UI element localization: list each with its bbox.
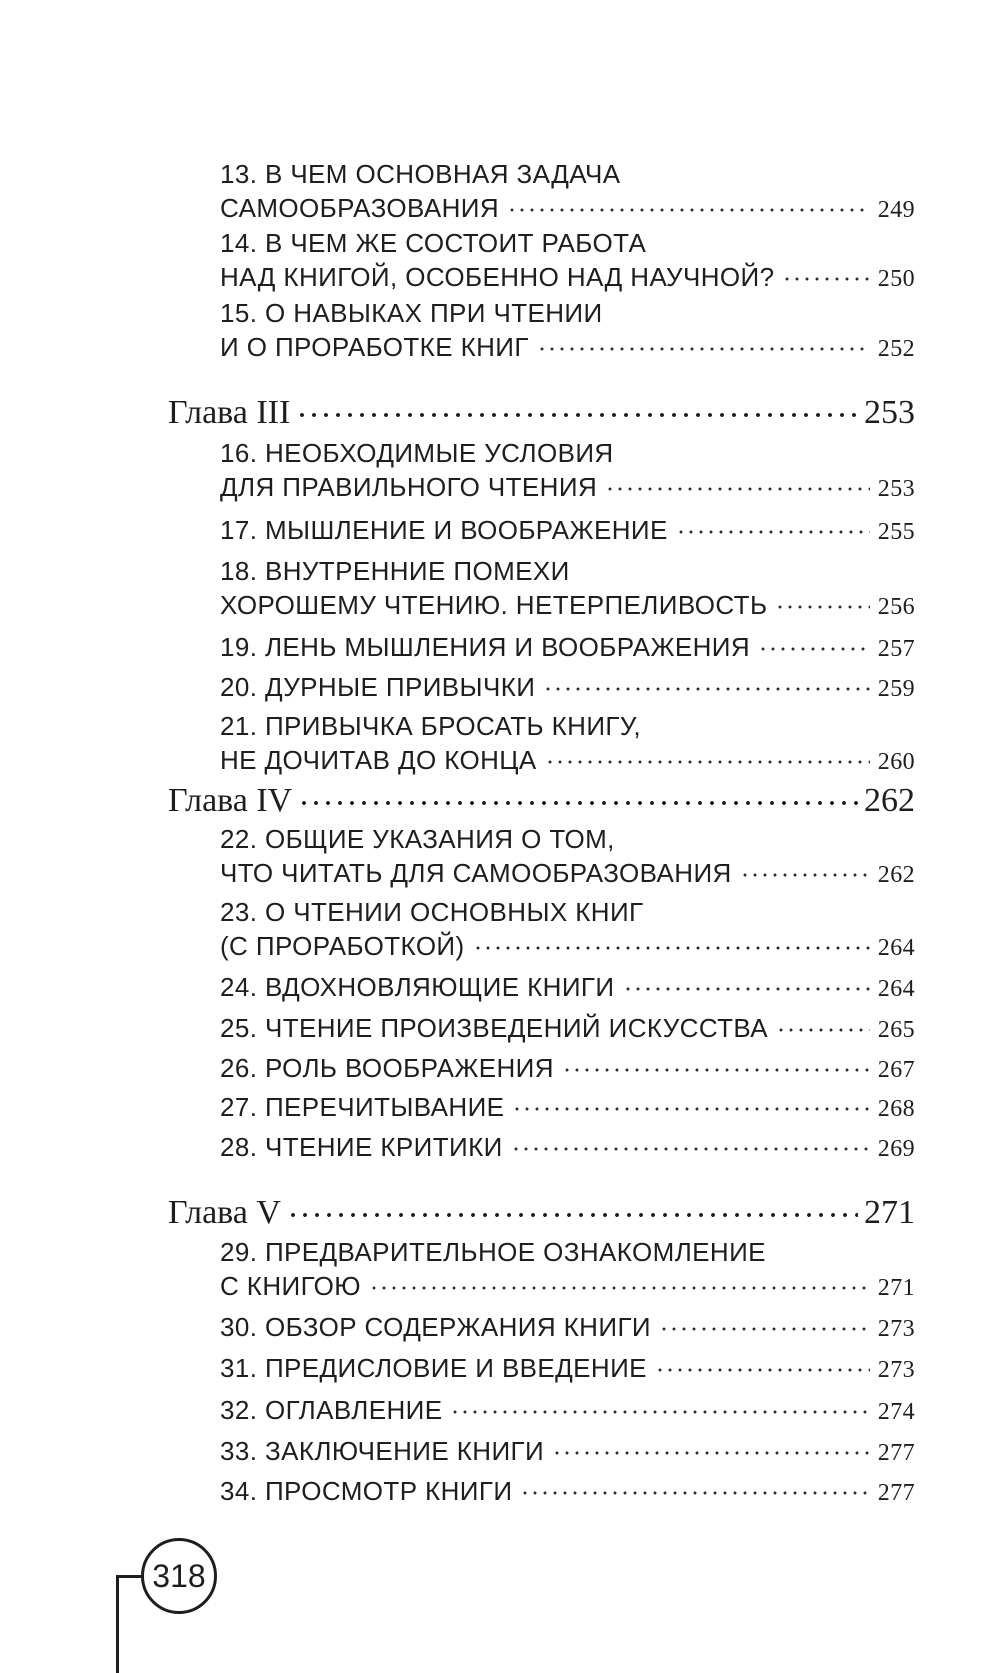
- toc-entry-title: 17. МЫШЛЕНИЕ И ВООБРАЖЕНИЕ: [220, 515, 668, 545]
- toc-entry-title-line2: (С ПРОРАБОТКОЙ): [220, 931, 465, 961]
- toc-entry-29[interactable]: [220, 1235, 915, 1305]
- toc-entry-title: 34. ПРОСМОТР КНИГИ: [220, 1476, 513, 1506]
- toc-entry-title: 19. ЛЕНЬ МЫШЛЕНИЯ И ВООБРАЖЕНИЯ: [220, 632, 751, 662]
- toc-entry-19[interactable]: [220, 630, 915, 666]
- dot-leader: [758, 630, 870, 656]
- folio-rule-vertical: [116, 1575, 119, 1673]
- toc-entry-page: 255: [877, 519, 915, 545]
- toc-entry-page: 259: [877, 676, 915, 702]
- dot-leader: [776, 1011, 870, 1037]
- dot-leader: [287, 1189, 858, 1223]
- toc-entry-page: 277: [877, 1480, 915, 1506]
- toc-entry-title-line1: 21. ПРИВЫЧКА БРОСАТЬ КНИГУ,: [220, 711, 641, 741]
- dot-leader: [298, 777, 858, 811]
- toc-entry-title: 30. ОБЗОР СОДЕРЖАНИЯ КНИГИ: [220, 1312, 652, 1342]
- dot-leader: [520, 1474, 869, 1500]
- toc-entry-title-line1: 16. НЕОБХОДИМЫЕ УСЛОВИЯ: [220, 438, 614, 468]
- toc-entry-22[interactable]: [220, 822, 915, 892]
- toc-entry-28[interactable]: [220, 1130, 915, 1166]
- toc-entry-23[interactable]: [220, 895, 915, 965]
- toc-entry-title: 32. ОГЛАВЛЕНИЕ: [220, 1395, 443, 1425]
- dot-leader: [605, 470, 870, 496]
- toc-entry-title-line2: НАД КНИГОЙ, ОСОБЕННО НАД НАУЧНОЙ?: [220, 262, 775, 292]
- dot-leader: [296, 389, 858, 423]
- page-number-badge: [141, 1538, 217, 1614]
- toc-entry-26[interactable]: [220, 1051, 915, 1087]
- toc-entry-title: 31. ПРЕДИСЛОВИЕ И ВВЕДЕНИЕ: [220, 1353, 647, 1383]
- dot-leader: [507, 191, 870, 217]
- dot-leader: [659, 1310, 870, 1336]
- chapter-page: 253: [864, 394, 915, 431]
- toc-entry-17[interactable]: [220, 513, 915, 549]
- dot-leader: [676, 513, 870, 539]
- dot-leader: [537, 330, 870, 356]
- toc-entry-title-line1: 22. ОБЩИЕ УКАЗАНИЯ О ТОМ,: [220, 824, 615, 854]
- dot-leader: [369, 1269, 870, 1295]
- dot-leader: [655, 1351, 870, 1377]
- toc-entry-20[interactable]: [220, 670, 915, 706]
- dot-leader: [782, 260, 869, 286]
- chapter-heading-5[interactable]: [168, 1189, 915, 1233]
- dot-leader: [775, 588, 869, 614]
- toc-entry-title-line2: ЧТО ЧИТАТЬ ДЛЯ САМООБРАЗОВАНИЯ: [220, 858, 732, 888]
- toc-entry-page: 250: [877, 266, 915, 292]
- toc-entry-25[interactable]: [220, 1011, 915, 1047]
- toc-entry-27[interactable]: [220, 1090, 915, 1126]
- toc-entry-page: 256: [877, 594, 915, 620]
- toc-entry-page: 265: [877, 1017, 915, 1043]
- toc-entry-page: 273: [877, 1316, 915, 1342]
- toc-entry-15[interactable]: [220, 296, 915, 366]
- chapter-heading-4[interactable]: [168, 777, 915, 821]
- toc-entry-title: 20. ДУРНЫЕ ПРИВЫЧКИ: [220, 672, 536, 702]
- toc-entry-title-line1: 18. ВНУТРЕННИЕ ПОМЕХИ: [220, 556, 570, 586]
- dot-leader: [552, 1434, 870, 1460]
- toc-entry-33[interactable]: [220, 1434, 915, 1470]
- toc-entry-title-line2: С КНИГОЮ: [220, 1271, 361, 1301]
- folio-rule-horizontal: [116, 1575, 142, 1578]
- toc-entry-page: 269: [877, 1136, 915, 1162]
- dot-leader: [562, 1051, 870, 1077]
- dot-leader: [623, 970, 870, 996]
- toc-entry-title: 25. ЧТЕНИЕ ПРОИЗВЕДЕНИЙ ИСКУССТВА: [220, 1013, 769, 1043]
- toc-entry-title-line1: 13. В ЧЕМ ОСНОВНАЯ ЗАДАЧА: [220, 159, 621, 189]
- chapter-title: Глава III: [168, 394, 291, 431]
- toc-entry-title-line1: 15. О НАВЫКАХ ПРИ ЧТЕНИИ: [220, 298, 603, 328]
- toc-entry-title-line2: САМООБРАЗОВАНИЯ: [220, 193, 500, 223]
- chapter-heading-3[interactable]: [168, 389, 915, 433]
- toc-entry-page: 267: [877, 1057, 915, 1083]
- toc-entry-page: 262: [877, 862, 915, 888]
- toc-entry-title-line2: И О ПРОРАБОТКЕ КНИГ: [220, 332, 529, 362]
- chapter-page: 271: [864, 1194, 915, 1231]
- toc-entry-page: 253: [877, 476, 915, 502]
- toc-entry-13[interactable]: [220, 157, 915, 227]
- toc-entry-34[interactable]: [220, 1474, 915, 1510]
- toc-entry-page: 268: [877, 1096, 915, 1122]
- toc-entry-page: 249: [877, 197, 915, 223]
- toc-entry-18[interactable]: [220, 554, 915, 624]
- toc-entry-page: 271: [877, 1275, 915, 1301]
- toc-entry-page: 264: [877, 935, 915, 961]
- dot-leader: [545, 743, 870, 769]
- toc-entry-21[interactable]: [220, 709, 915, 779]
- dot-leader: [450, 1393, 869, 1419]
- toc-entry-title: 27. ПЕРЕЧИТЫВАНИЕ: [220, 1092, 505, 1122]
- toc-entry-24[interactable]: [220, 970, 915, 1006]
- chapter-title: Глава V: [168, 1194, 281, 1231]
- dot-leader: [740, 856, 870, 882]
- toc-entry-page: 260: [877, 749, 915, 775]
- toc-entry-30[interactable]: [220, 1310, 915, 1346]
- toc-entry-page: 264: [877, 976, 915, 1002]
- toc-entry-page: 277: [877, 1440, 915, 1466]
- dot-leader: [512, 1090, 869, 1116]
- toc-entry-page: 273: [877, 1357, 915, 1383]
- toc-entry-14[interactable]: [220, 226, 915, 296]
- toc-entry-title-line1: 14. В ЧЕМ ЖЕ СОСТОИТ РАБОТА: [220, 228, 647, 258]
- toc-entry-title-line2: ХОРОШЕМУ ЧТЕНИЮ. НЕТЕРПЕЛИВОСТЬ: [220, 590, 768, 620]
- toc-entry-title-line1: 23. О ЧТЕНИИ ОСНОВНЫХ КНИГ: [220, 897, 644, 927]
- toc-entry-page: 274: [877, 1399, 915, 1425]
- toc-entry-page: 252: [877, 336, 915, 362]
- chapter-title: Глава IV: [168, 782, 293, 819]
- toc-entry-32[interactable]: [220, 1393, 915, 1429]
- toc-entry-31[interactable]: [220, 1351, 915, 1387]
- dot-leader: [543, 670, 869, 696]
- toc-entry-page: 257: [877, 636, 915, 662]
- toc-entry-title-line1: 29. ПРЕДВАРИТЕЛЬНОЕ ОЗНАКОМЛЕНИЕ: [220, 1237, 766, 1267]
- toc-entry-title-line2: ДЛЯ ПРАВИЛЬНОГО ЧТЕНИЯ: [220, 472, 598, 502]
- toc-entry-title: 26. РОЛЬ ВООБРАЖЕНИЯ: [220, 1053, 554, 1083]
- toc-entry-title: 24. ВДОХНОВЛЯЮЩИЕ КНИГИ: [220, 972, 615, 1002]
- toc-entry-title-line2: НЕ ДОЧИТАВ ДО КОНЦА: [220, 745, 537, 775]
- dot-leader: [511, 1130, 870, 1156]
- toc-entry-16[interactable]: [220, 436, 915, 506]
- toc-entry-title: 28. ЧТЕНИЕ КРИТИКИ: [220, 1132, 503, 1162]
- page-number: 318: [152, 1557, 206, 1594]
- chapter-page: 262: [864, 782, 915, 819]
- toc-entry-title: 33. ЗАКЛЮЧЕНИЕ КНИГИ: [220, 1436, 545, 1466]
- dot-leader: [473, 929, 870, 955]
